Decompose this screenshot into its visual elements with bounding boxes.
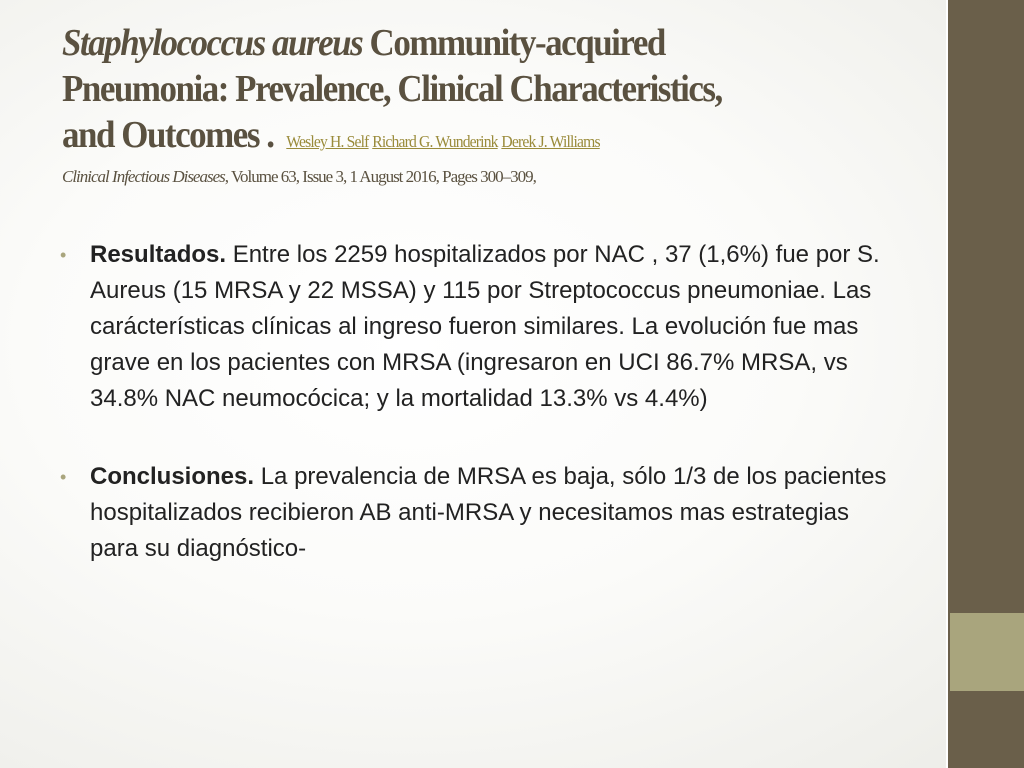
journal-citation bbox=[62, 167, 932, 187]
journal-name: Clinical Infectious Diseases bbox=[62, 167, 225, 186]
title-species: Staphylococcus aureus bbox=[62, 22, 363, 64]
bullet-item bbox=[60, 459, 900, 567]
journal-details: , Volume 63, Issue 3, 1 August 2016, Pages 300–309, bbox=[224, 167, 536, 186]
sidebar-decoration bbox=[946, 0, 1024, 768]
bullet-body: Entre los 2259 hospitalizados por NAC , 37 (1,6%) fue por S. Aureus (15 MRSA y 22 MSSA) y 115 por Streptococcus pneumoniae. Las carácterísticas clínicas al ingreso fueron similares. La evolución fue mas grave en los pacientes con MRSA (ingresaron en UCI 86.7% MRSA, vs 34.8% NAC neumocócica; y la mortalidad 13.3% vs 4.4%) bbox=[90, 241, 880, 412]
bullet-text bbox=[90, 237, 900, 417]
title-line-2: Pneumonia: Prevalence, Clinical Characteristics, bbox=[62, 68, 722, 110]
title-line3-text: and Outcomes . bbox=[62, 114, 274, 156]
title-rest-line1: Community-acquired bbox=[369, 22, 665, 64]
bullet-icon: • bbox=[60, 245, 67, 265]
title-line-1 bbox=[62, 20, 862, 66]
slide-content bbox=[60, 237, 900, 609]
slide-title bbox=[62, 20, 932, 187]
bullet-item bbox=[60, 237, 900, 417]
author-link[interactable]: Richard G. Wunderink bbox=[372, 132, 498, 151]
sidebar-accent-block bbox=[950, 613, 1024, 691]
author-link[interactable]: Wesley H. Self bbox=[286, 132, 369, 151]
author-links bbox=[286, 132, 603, 151]
title-line-3 bbox=[62, 112, 862, 165]
bullet-text bbox=[90, 459, 900, 567]
bullet-icon: • bbox=[60, 467, 67, 487]
author-link[interactable]: Derek J. Williams bbox=[501, 132, 600, 151]
bullet-heading: Resultados. bbox=[90, 241, 227, 268]
bullet-heading: Conclusiones. bbox=[90, 463, 255, 490]
bullet-body: La prevalencia de MRSA es baja, sólo 1/3 de los pacientes hospitalizados recibieron AB anti-MRSA y necesitamos mas estrategias para su diagnóstico- bbox=[90, 463, 887, 562]
